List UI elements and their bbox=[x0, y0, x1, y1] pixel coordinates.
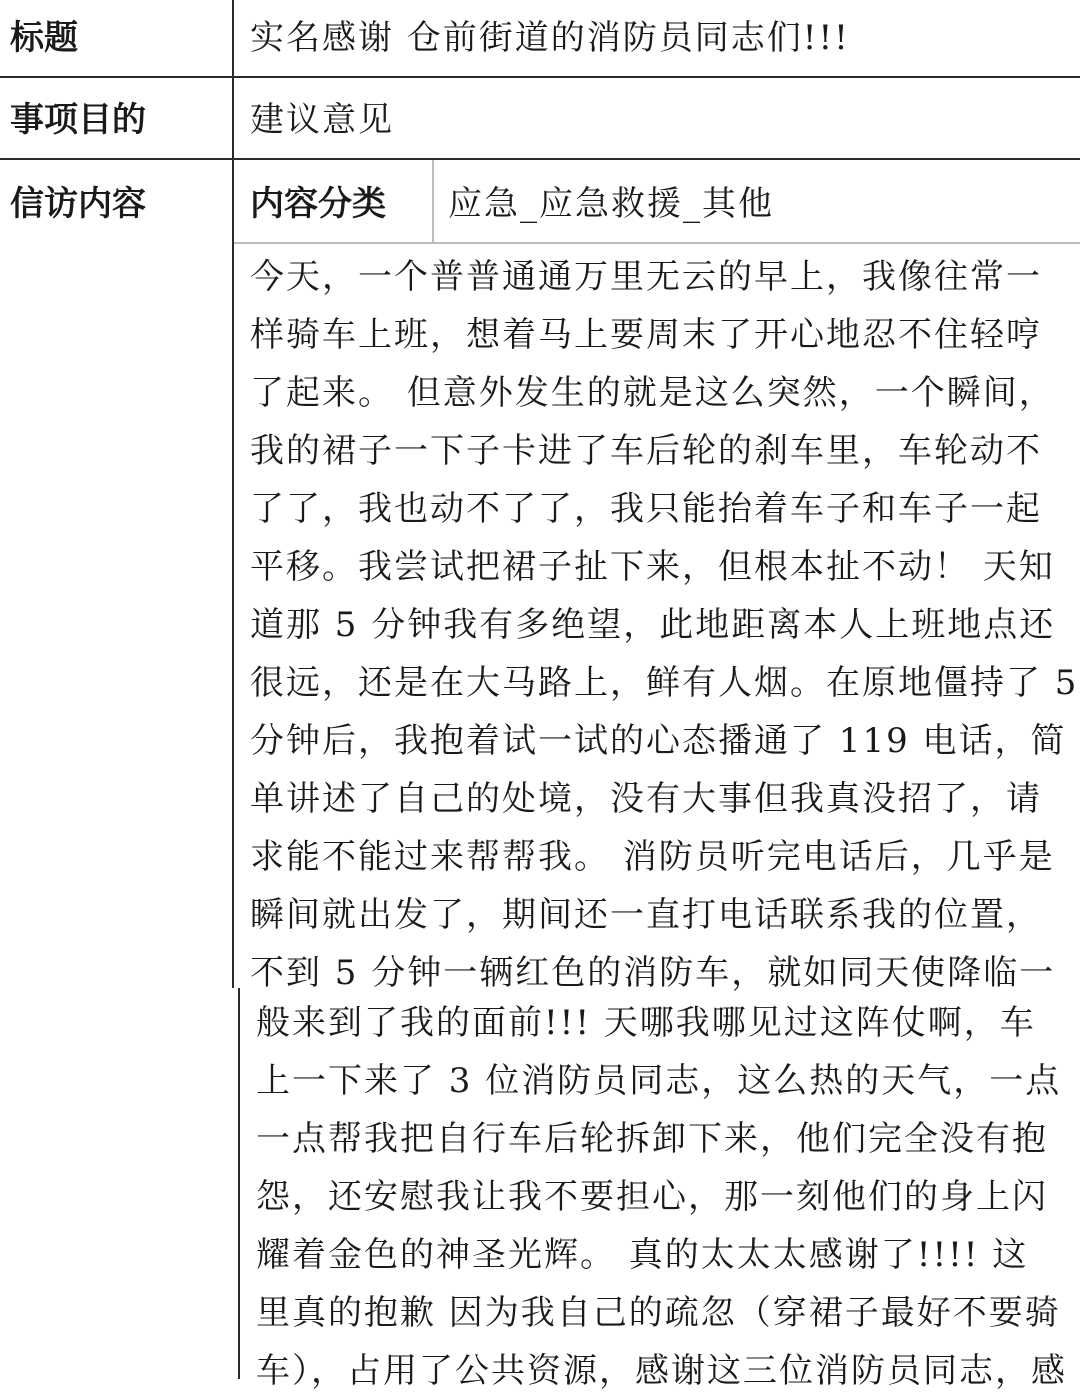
title-label: 标题 bbox=[10, 18, 78, 58]
body-line: 单讲述了自己的处境，没有大事但我真没招了，请 bbox=[250, 779, 1042, 819]
content-label: 信访内容 bbox=[10, 184, 146, 224]
row-divider-purpose bbox=[0, 158, 1080, 160]
body-line: 里真的抱歉 因为我自己的疏忽（穿裙子最好不要骑 bbox=[256, 1293, 1061, 1333]
purpose-value: 建议意见 bbox=[250, 100, 394, 140]
body-line: 很远，还是在大马路上，鲜有人烟。在原地僵持了 5 bbox=[250, 663, 1079, 703]
body-line: 我的裙子一下子卡进了车后轮的刹车里，车轮动不 bbox=[250, 431, 1042, 471]
body-line: 了起来。 但意外发生的就是这么突然，一个瞬间， bbox=[250, 373, 1055, 413]
category-label: 内容分类 bbox=[250, 184, 386, 224]
purpose-label: 事项目的 bbox=[10, 100, 146, 140]
body-line: 样骑车上班，想着马上要周末了开心地忍不住轻哼 bbox=[250, 315, 1042, 355]
body-line: 不到 5 分钟一辆红色的消防车，就如同天使降临一 bbox=[250, 953, 1056, 993]
body-line: 上一下来了 3 位消防员同志，这么热的天气，一点 bbox=[256, 1061, 1062, 1101]
body-line: 平移。我尝试把裙子扯下来，但根本扯不动！ 天知 bbox=[250, 547, 1055, 587]
title-value: 实名感谢 仓前街道的消防员同志们!!! bbox=[250, 18, 850, 58]
label-column-divider bbox=[232, 0, 234, 988]
body-line: 一点帮我把自行车后轮拆卸下来，他们完全没有抱 bbox=[256, 1119, 1048, 1159]
body-line: 分钟后，我抱着试一试的心态播通了 119 电话，简 bbox=[250, 721, 1067, 761]
body-line: 耀着金色的神圣光辉。 真的太太太感谢了!!!! 这 bbox=[256, 1235, 1029, 1275]
body-line: 怨，还安慰我让我不要担心，那一刻他们的身上闪 bbox=[256, 1177, 1048, 1217]
body-line: 道那 5 分钟我有多绝望，此地距离本人上班地点还 bbox=[250, 605, 1056, 645]
body-line: 求能不能过来帮帮我。 消防员听完电话后，几乎是 bbox=[250, 837, 1055, 877]
body-line: 般来到了我的面前!!! 天哪我哪见过这阵仗啊，车 bbox=[256, 1003, 1036, 1043]
letter-body bbox=[250, 248, 1079, 1391]
category-value: 应急_应急救援_其他 bbox=[448, 184, 774, 224]
row-divider-title bbox=[0, 76, 1080, 78]
body-line: 瞬间就出发了，期间还一直打电话联系我的位置， bbox=[250, 895, 1042, 935]
row-divider-category bbox=[234, 242, 1080, 244]
body-line: 车），占用了公共资源，感谢这三位消防员同志，感 bbox=[256, 1351, 1067, 1391]
body-line: 今天，一个普普通通万里无云的早上，我像往常一 bbox=[250, 257, 1042, 297]
body-line: 了了，我也动不了了，我只能抬着车子和车子一起 bbox=[250, 489, 1042, 529]
label-column-divider-lower bbox=[238, 988, 240, 1379]
category-column-divider bbox=[432, 160, 434, 242]
